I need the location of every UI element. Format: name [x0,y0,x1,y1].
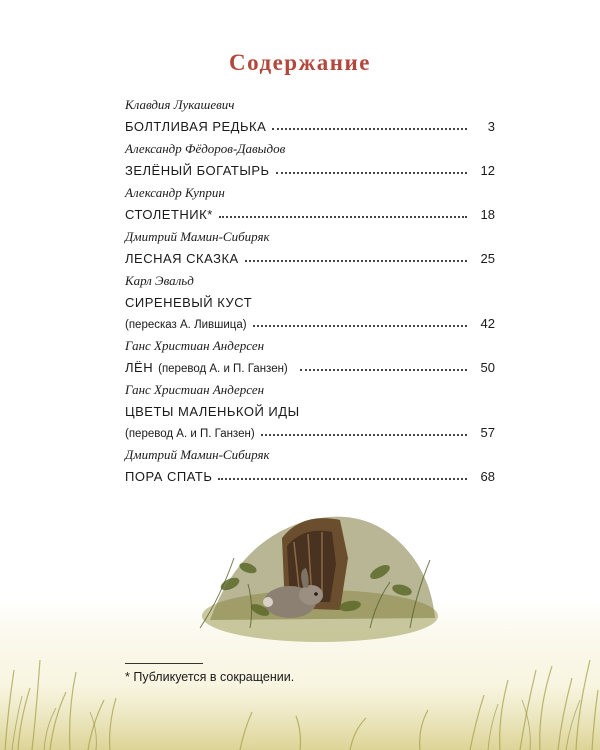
toc-title: ЗЕЛЁНЫЙ БОГАТЫРЬ [125,163,270,178]
toc-author: Дмитрий Мамин-Сибиряк [125,447,270,462]
footnote-divider [125,663,203,664]
toc-title: ЛЕСНАЯ СКАЗКА [125,251,239,266]
toc-page-number: 68 [480,469,495,484]
toc-page-number: 57 [480,425,495,440]
toc-title: СТОЛЕТНИК* [125,207,213,222]
toc-page-number: 50 [480,360,495,375]
toc-line [125,245,495,266]
toc-entry [125,96,495,134]
dot-leader [276,172,467,174]
dot-leader [272,128,467,130]
toc-page-number: 42 [480,316,495,331]
page-title: Содержание [229,50,371,75]
toc-entry [125,272,495,331]
toc-entry [125,446,495,484]
toc-page-number: 12 [480,163,495,178]
toc-author: Ганс Христиан Андерсен [125,338,265,353]
toc-author: Александр Фёдоров-Давыдов [125,141,286,156]
toc-translation-note: (перевод А. и П. Ганзен) [125,428,255,440]
toc-line [125,419,495,440]
toc-translation-note: (перевод А. и П. Ганзен) [158,363,288,375]
toc-entry [125,337,495,375]
dot-leader [253,325,467,327]
dot-leader [245,260,467,262]
toc-author: Клавдия Лукашевич [125,97,235,112]
toc-line [125,354,495,375]
toc-author: Александр Куприн [125,185,225,200]
dot-leader [219,216,467,218]
toc-page-number: 18 [480,207,495,222]
toc-line [125,463,495,484]
toc-page-number: 25 [480,251,495,266]
toc-entry [125,184,495,222]
toc-entry [125,140,495,178]
toc-title: СИРЕНЕВЫЙ КУСТ [125,295,253,310]
table-of-contents [125,96,495,490]
dot-leader [261,434,467,436]
toc-title: БОЛТЛИВАЯ РЕДЬКА [125,119,267,134]
dot-leader [300,369,467,371]
toc-title: ЦВЕТЫ МАЛЕНЬКОЙ ИДЫ [125,404,300,419]
toc-line [125,289,495,310]
toc-line [125,113,495,134]
toc-author: Карл Эвальд [125,273,194,288]
toc-translation-note: (пересказ А. Лившица) [125,319,247,331]
toc-author: Дмитрий Мамин-Сибиряк [125,229,270,244]
toc-line [125,310,495,331]
footnote: * Публикуется в сокращении. [125,670,295,684]
toc-author: Ганс Христиан Андерсен [125,382,265,397]
toc-line [125,398,495,419]
toc-entry [125,381,495,440]
toc-title: ЛЁН [125,360,154,375]
toc-title: ПОРА СПАТЬ [125,469,213,484]
toc-line [125,201,495,222]
rabbit-illustration [190,498,450,648]
toc-entry [125,228,495,266]
toc-page-number: 3 [487,119,495,134]
toc-line [125,157,495,178]
dot-leader [218,478,467,480]
